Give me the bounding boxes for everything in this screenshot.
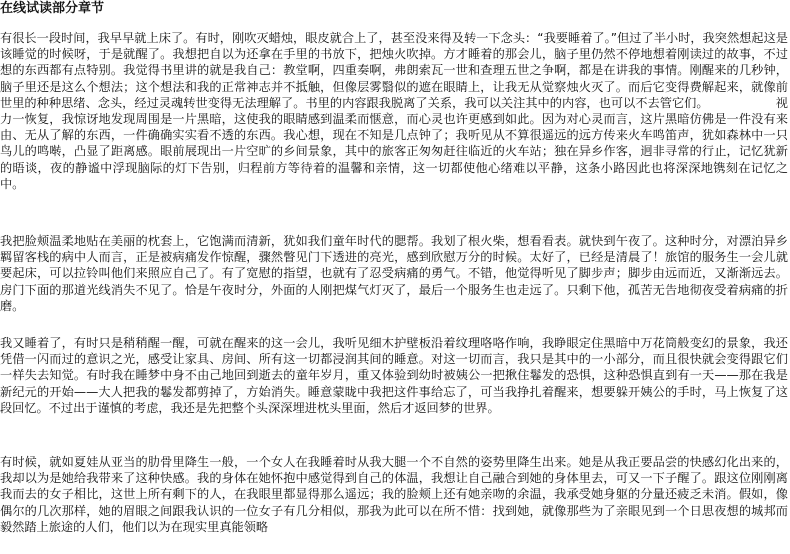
paragraph-2: 我把脸颊温柔地贴在美丽的枕套上，它饱满而清新，犹如我们童年时代的腮帮。我划了根火柴，想看看表。就快到午夜了。这种时分，对漂泊异乡羁留客栈的病中人而言，正是被病痛发作惊醒，骤然瞥见门下透进的亮光，感到欣慰万分的时候。太好了，已经是清晨了！旅馆的服务生一会儿就要起床，可以拉铃叫他们来照应自己了。有了宽慰的指望，也就有了忍受病痛的勇气。不错，他觉得听见了脚步声；脚步由远而近，又渐渐远去。房门下面的那道光线消失不见了。恰是午夜时分，外面的人刚把煤气灯灭了，最后一个服务生也走远了。只剩下他，孤苦无告地彻夜受着病痛的折磨。 bbox=[0, 234, 788, 313]
paragraph-1: 有很长一段时间，我早早就上床了。有时，刚吹灭蜡烛，眼皮就合上了，甚至没来得及转一下念头：“我要睡着了。”但过了半小时，我突然想起这是该睡觉的时候呀，于是就醒了。我想把自以为还拿在手里的书放下，把烛火吹掉。方才睡着的那会儿，脑子里仍然不停地想着刚读过的故事，不过想的东西都有点特别。我觉得书里讲的就是我自己：教堂啊，四重奏啊，弗朗索瓦一世和查理五世之争啊，都是在讲我的事情。刚醒来的几秒钟，脑子里还是这么个想法；这个想法和我的正常神志并不抵触，但像层雾翳似的遮在眼睛上，让我无从觉察烛火灭了。而后它变得费解起来，就像前世里的种种思绪、念头，经过灵魂转世变得无法理解了。书里的内容跟我脱离了关系，我可以关注其中的内容，也可以不去管它们。 视力一恢复，我惊讶地发现周围是一片黑暗，这使我的眼睛感到温柔而惬意，而心灵也许更感到如此。因为对心灵而言，这片黑暗仿佛是一件没有来由、无从了解的东西，一件确确实实看不透的东西。我心想，现在不知是几点钟了；我听见从不算很遥远的远方传来火车鸣笛声，犹如森林中一只鸟儿的鸣啭，凸显了距离感。眼前展现出一片空旷的乡间景象，其中的旅客正匆匆赶往临近的火车站；独在异乡作客，迥非寻常的行止，记忆犹新的晤谈，夜的静谧中浮现脑际的灯下告别，归程前方等待着的温馨和亲情，这一切都使他心绪难以平静，这条小路因此也将深深地镌刻在记忆之中。 bbox=[0, 31, 788, 191]
page-title: 在线试读部分章节 bbox=[0, 1, 105, 16]
paragraph-3: 我又睡着了，有时只是稍稍醒一醒，可就在醒来的这一会儿，我听见细木护壁板沿着纹理咯咯作响，我睁眼定住黑暗中万花筒般变幻的景象，我还凭借一闪而过的意识之光，感受让家具、房间、所有这一切都浸润其间的睡意。对这一切而言，我只是其中的一小部分，而且很快就会变得跟它们一样失去知觉。有时我在睡梦中身不由己地回到逝去的童年岁月，重又体验到幼时被姨公一把揪住鬈发的恐惧，这种恐惧直到有一天——那在我是新纪元的开始——大人把我的鬈发都剪掉了，方始消失。睡意蒙眬中我把这件事给忘了，可当我挣扎着醒来，想要躲开姨公的手时，马上恢复了这段回忆。不过出于谨慎的考虑，我还是先把整个头深深埋进枕头里面，然后才返回梦的世界。 bbox=[0, 336, 788, 415]
paragraph-4: 有时候，就如夏娃从亚当的肋骨里降生一般，一个女人在我睡着时从我大腿一个不自然的姿势里降生出来。她是从我正要品尝的快感幻化出来的，我却以为是她给我带来了这种快感。我的身体在她怀抱中感觉得到自己的体温，我想让自己融合到她的身体里去，可又一下子醒了。跟这位刚刚离我而去的女子相比，这世上所有剩下的人，在我眼里都显得那么遥远；我的脸颊上还有她亲吻的余温，我承受她身躯的分量还疲乏未消。假如，像偶尔的几次那样，她的眉眼之间跟我认识的一位女子有几分相似，那我为此可以在所不惜：找到她，就像那些为了亲眼见到一个日思夜想的城邦而毅然踏上旅途的人们，他们以为在现实里真能领略 bbox=[0, 455, 788, 534]
